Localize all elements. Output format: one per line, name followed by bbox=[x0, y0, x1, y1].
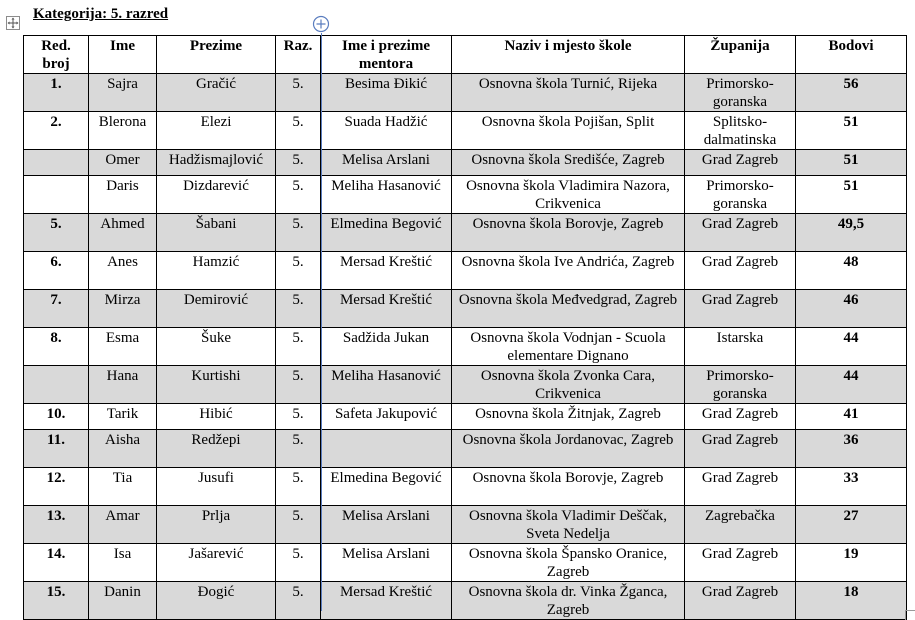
cell-school[interactable]: Osnovna škola Vodnjan - Scuola elementare Dignano bbox=[452, 328, 685, 366]
cell-first-name[interactable]: Amar bbox=[89, 506, 157, 544]
header-county[interactable]: Županija bbox=[685, 36, 796, 74]
cell-grade[interactable]: 5. bbox=[276, 176, 321, 214]
insert-column-plus-icon[interactable] bbox=[312, 15, 330, 33]
cell-mentor[interactable]: Meliha Hasanović bbox=[321, 366, 452, 404]
cell-last-name[interactable]: Hibić bbox=[157, 404, 276, 430]
cell-points[interactable]: 51 bbox=[796, 150, 907, 176]
cell-county[interactable]: Primorsko-goranska bbox=[685, 176, 796, 214]
cell-first-name[interactable]: Danin bbox=[89, 582, 157, 620]
cell-grade[interactable]: 5. bbox=[276, 74, 321, 112]
cell-grade[interactable]: 5. bbox=[276, 112, 321, 150]
cell-last-name[interactable]: Šuke bbox=[157, 328, 276, 366]
cell-last-name[interactable]: Hamzić bbox=[157, 252, 276, 290]
cell-school[interactable]: Osnovna škola Žitnjak, Zagreb bbox=[452, 404, 685, 430]
cell-grade[interactable]: 5. bbox=[276, 404, 321, 430]
cell-grade[interactable]: 5. bbox=[276, 468, 321, 506]
cell-last-name[interactable]: Jašarević bbox=[157, 544, 276, 582]
cell-first-name[interactable]: Hana bbox=[89, 366, 157, 404]
cell-grade[interactable]: 5. bbox=[276, 506, 321, 544]
cell-points[interactable]: 41 bbox=[796, 404, 907, 430]
cell-last-name[interactable]: Kurtishi bbox=[157, 366, 276, 404]
cell-county[interactable]: Zagrebačka bbox=[685, 506, 796, 544]
cell-county[interactable]: Grad Zagreb bbox=[685, 150, 796, 176]
cell-points[interactable]: 51 bbox=[796, 176, 907, 214]
cell-county[interactable]: Grad Zagreb bbox=[685, 404, 796, 430]
cell-rank[interactable]: 11. bbox=[24, 430, 89, 468]
cell-mentor[interactable]: Mersad Kreštić bbox=[321, 252, 452, 290]
cell-mentor[interactable]: Meliha Hasanović bbox=[321, 176, 452, 214]
cell-first-name[interactable]: Tarik bbox=[89, 404, 157, 430]
cell-county[interactable]: Grad Zagreb bbox=[685, 468, 796, 506]
table-header-row bbox=[24, 36, 907, 74]
cell-first-name[interactable]: Blerona bbox=[89, 112, 157, 150]
cell-rank[interactable] bbox=[24, 366, 89, 404]
cell-last-name[interactable]: Jusufi bbox=[157, 468, 276, 506]
cell-rank[interactable] bbox=[24, 176, 89, 214]
table-row bbox=[24, 290, 907, 328]
cell-mentor[interactable]: Mersad Kreštić bbox=[321, 582, 452, 620]
cell-first-name[interactable]: Ahmed bbox=[89, 214, 157, 252]
cell-mentor[interactable]: Mersad Kreštić bbox=[321, 290, 452, 328]
cell-mentor[interactable]: Safeta Jakupović bbox=[321, 404, 452, 430]
cell-first-name[interactable]: Tia bbox=[89, 468, 157, 506]
cell-last-name[interactable]: Demirović bbox=[157, 290, 276, 328]
cell-county[interactable]: Splitsko-dalmatinska bbox=[685, 112, 796, 150]
cell-points[interactable]: 18 bbox=[796, 582, 907, 620]
table-row bbox=[24, 74, 907, 112]
header-first-name[interactable]: Ime bbox=[89, 36, 157, 74]
cell-county[interactable]: Grad Zagreb bbox=[685, 214, 796, 252]
cell-mentor[interactable]: Elmedina Begović bbox=[321, 214, 452, 252]
cell-mentor[interactable]: Melisa Arslani bbox=[321, 506, 452, 544]
cell-first-name[interactable]: Mirza bbox=[89, 290, 157, 328]
cell-points[interactable]: 46 bbox=[796, 290, 907, 328]
cell-first-name[interactable]: Omer bbox=[89, 150, 157, 176]
cell-mentor[interactable] bbox=[321, 430, 452, 468]
cell-rank[interactable]: 13. bbox=[24, 506, 89, 544]
cell-points[interactable]: 56 bbox=[796, 74, 907, 112]
cell-grade[interactable]: 5. bbox=[276, 328, 321, 366]
cell-rank[interactable] bbox=[24, 150, 89, 176]
cell-school[interactable]: Osnovna škola Međvedgrad, Zagreb bbox=[452, 290, 685, 328]
cell-county[interactable]: Istarska bbox=[685, 328, 796, 366]
cell-grade[interactable]: 5. bbox=[276, 366, 321, 404]
cell-grade[interactable]: 5. bbox=[276, 150, 321, 176]
cell-first-name[interactable]: Isa bbox=[89, 544, 157, 582]
table-row bbox=[24, 328, 907, 366]
table-row bbox=[24, 544, 907, 582]
cell-school[interactable]: Osnovna škola Turnić, Rijeka bbox=[452, 74, 685, 112]
cell-school[interactable]: Osnovna škola Jordanovac, Zagreb bbox=[452, 430, 685, 468]
header-grade[interactable]: Raz. bbox=[276, 36, 321, 74]
cell-county[interactable]: Grad Zagreb bbox=[685, 544, 796, 582]
cell-rank[interactable]: 15. bbox=[24, 582, 89, 620]
table-row bbox=[24, 506, 907, 544]
cell-rank[interactable]: 1. bbox=[24, 74, 89, 112]
results-table bbox=[23, 35, 907, 620]
cell-rank[interactable]: 12. bbox=[24, 468, 89, 506]
cell-grade[interactable]: 5. bbox=[276, 430, 321, 468]
cell-last-name[interactable]: Đogić bbox=[157, 582, 276, 620]
table-row bbox=[24, 582, 907, 620]
cell-grade[interactable]: 5. bbox=[276, 252, 321, 290]
cell-school[interactable]: Osnovna škola Vladimira Nazora, Crikvenica bbox=[452, 176, 685, 214]
cell-school[interactable]: Osnovna škola Borovje, Zagreb bbox=[452, 468, 685, 506]
table-row bbox=[24, 176, 907, 214]
cell-mentor[interactable]: Sadžida Jukan bbox=[321, 328, 452, 366]
cell-county[interactable]: Primorsko-goranska bbox=[685, 366, 796, 404]
cell-county[interactable]: Grad Zagreb bbox=[685, 582, 796, 620]
cell-county[interactable]: Primorsko-goranska bbox=[685, 74, 796, 112]
cell-school[interactable]: Osnovna škola Špansko Oranice, Zagreb bbox=[452, 544, 685, 582]
cell-grade[interactable]: 5. bbox=[276, 544, 321, 582]
cell-rank[interactable]: 7. bbox=[24, 290, 89, 328]
cell-first-name[interactable]: Aisha bbox=[89, 430, 157, 468]
cell-school[interactable]: Osnovna škola Zvonka Cara, Crikvenica bbox=[452, 366, 685, 404]
cell-points[interactable]: 44 bbox=[796, 366, 907, 404]
header-mentor[interactable]: Ime i prezime mentora bbox=[321, 36, 452, 74]
table-row bbox=[24, 252, 907, 290]
column-insert-guide-line bbox=[321, 33, 322, 611]
cell-last-name[interactable]: Redžepi bbox=[157, 430, 276, 468]
cell-county[interactable]: Grad Zagreb bbox=[685, 290, 796, 328]
cell-school[interactable]: Osnovna škola Borovje, Zagreb bbox=[452, 214, 685, 252]
cell-mentor[interactable]: Besima Đikić bbox=[321, 74, 452, 112]
header-last-name[interactable]: Prezime bbox=[157, 36, 276, 74]
cell-school[interactable]: Osnovna škola dr. Vinka Žganca, Zagreb bbox=[452, 582, 685, 620]
cell-grade[interactable]: 5. bbox=[276, 582, 321, 620]
cell-rank[interactable]: 2. bbox=[24, 112, 89, 150]
cell-points[interactable]: 36 bbox=[796, 430, 907, 468]
cell-mentor[interactable]: Melisa Arslani bbox=[321, 150, 452, 176]
cell-points[interactable]: 51 bbox=[796, 112, 907, 150]
cell-points[interactable]: 48 bbox=[796, 252, 907, 290]
cell-mentor[interactable]: Melisa Arslani bbox=[321, 544, 452, 582]
cell-rank[interactable]: 6. bbox=[24, 252, 89, 290]
table-row bbox=[24, 404, 907, 430]
cell-last-name[interactable]: Gračić bbox=[157, 74, 276, 112]
table-row bbox=[24, 366, 907, 404]
cell-points[interactable]: 19 bbox=[796, 544, 907, 582]
cell-points[interactable]: 49,5 bbox=[796, 214, 907, 252]
header-rank[interactable]: Red. broj bbox=[24, 36, 89, 74]
cell-county[interactable]: Grad Zagreb bbox=[685, 252, 796, 290]
cell-points[interactable]: 33 bbox=[796, 468, 907, 506]
header-points[interactable]: Bodovi bbox=[796, 36, 907, 74]
cell-last-name[interactable]: Hadžismajlović bbox=[157, 150, 276, 176]
page-title: Kategorija: 5. razred bbox=[33, 6, 169, 22]
cell-rank[interactable]: 8. bbox=[24, 328, 89, 366]
table-row bbox=[24, 150, 907, 176]
cell-first-name[interactable]: Anes bbox=[89, 252, 157, 290]
table-row bbox=[24, 112, 907, 150]
page-corner-mark bbox=[905, 610, 915, 620]
table-row bbox=[24, 468, 907, 506]
table-move-handle-icon[interactable] bbox=[6, 16, 20, 30]
cell-points[interactable]: 44 bbox=[796, 328, 907, 366]
cell-school[interactable]: Osnovna škola Središće, Zagreb bbox=[452, 150, 685, 176]
cell-first-name[interactable]: Sajra bbox=[89, 74, 157, 112]
cell-first-name[interactable]: Daris bbox=[89, 176, 157, 214]
cell-school[interactable]: Osnovna škola Pojišan, Split bbox=[452, 112, 685, 150]
cell-rank[interactable]: 14. bbox=[24, 544, 89, 582]
cell-mentor[interactable]: Suada Hadžić bbox=[321, 112, 452, 150]
table-row bbox=[24, 430, 907, 468]
cell-rank[interactable]: 5. bbox=[24, 214, 89, 252]
cell-points[interactable]: 27 bbox=[796, 506, 907, 544]
cell-last-name[interactable]: Šabani bbox=[157, 214, 276, 252]
table-row bbox=[24, 214, 907, 252]
cell-county[interactable]: Grad Zagreb bbox=[685, 430, 796, 468]
cell-last-name[interactable]: Elezi bbox=[157, 112, 276, 150]
cell-grade[interactable]: 5. bbox=[276, 214, 321, 252]
cell-mentor[interactable]: Elmedina Begović bbox=[321, 468, 452, 506]
cell-rank[interactable]: 10. bbox=[24, 404, 89, 430]
cell-school[interactable]: Osnovna škola Ive Andrića, Zagreb bbox=[452, 252, 685, 290]
header-school[interactable]: Naziv i mjesto škole bbox=[452, 36, 685, 74]
cell-first-name[interactable]: Esma bbox=[89, 328, 157, 366]
cell-grade[interactable]: 5. bbox=[276, 290, 321, 328]
cell-last-name[interactable]: Dizdarević bbox=[157, 176, 276, 214]
cell-last-name[interactable]: Prlja bbox=[157, 506, 276, 544]
cell-school[interactable]: Osnovna škola Vladimir Deščak, Sveta Nedelja bbox=[452, 506, 685, 544]
